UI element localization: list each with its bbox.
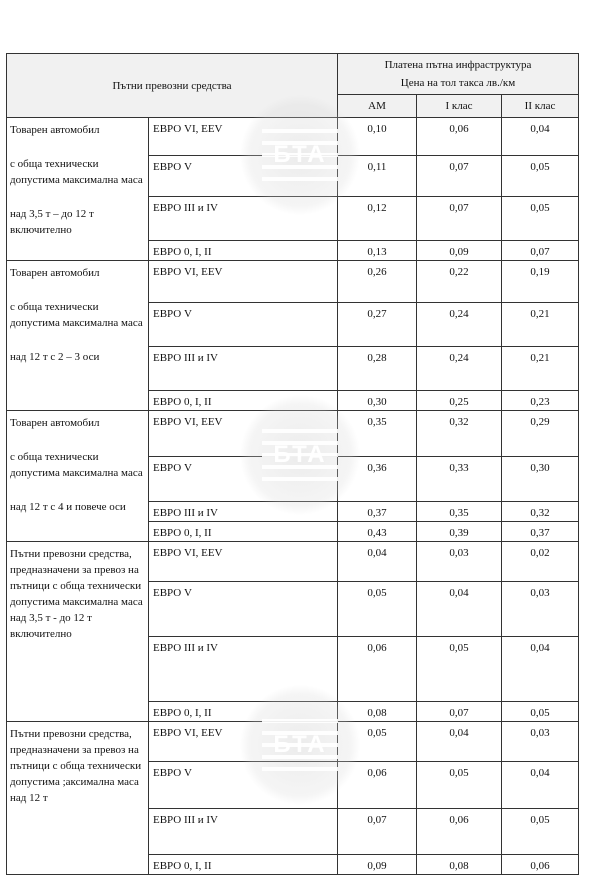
price-am-cell: 0,10 <box>338 118 417 156</box>
vehicle-category-text <box>10 481 146 499</box>
euro-class-cell: ЕВРО VI, EEV <box>149 542 338 582</box>
vehicle-category-text: с обща технически допустима максимална маса <box>10 451 143 479</box>
table-row <box>7 542 579 582</box>
vehicle-category-text: Товарен автомобил <box>10 267 100 279</box>
vehicle-category-cell <box>7 261 149 411</box>
table-row <box>7 261 579 303</box>
euro-class-cell: ЕВРО 0, I, II <box>149 855 338 875</box>
vehicle-category-text: с обща технически допустима максимална маса <box>10 158 143 186</box>
vehicle-category-text: Пътни превозни средства, предназначени за превоз на пътници с обща технически допустима ;аксимална маса над 12 т <box>10 728 142 804</box>
price-class1-cell: 0,03 <box>417 542 502 582</box>
price-class1-cell: 0,06 <box>417 809 502 855</box>
vehicle-category-text: Пътни превозни средства, предназначени за превоз на пътници с обща технически допустима максимална маса над 3,5 т - до 12 т включително <box>10 548 143 640</box>
toll-table-document <box>6 53 578 875</box>
price-am-cell: 0,26 <box>338 261 417 303</box>
vehicle-category-text <box>10 431 146 449</box>
price-class2-cell: 0,04 <box>502 637 579 702</box>
price-class1-cell: 0,24 <box>417 347 502 391</box>
table-body <box>7 118 579 875</box>
price-am-cell: 0,06 <box>338 637 417 702</box>
euro-class-cell: ЕВРО VI, EEV <box>149 411 338 457</box>
price-class1-cell: 0,07 <box>417 156 502 197</box>
euro-class-cell: ЕВРО V <box>149 457 338 502</box>
euro-class-cell: ЕВРО 0, I, II <box>149 702 338 722</box>
price-class1-cell: 0,07 <box>417 197 502 241</box>
price-class2-cell: 0,04 <box>502 118 579 156</box>
euro-class-cell: ЕВРО III и IV <box>149 637 338 702</box>
price-class1-cell: 0,04 <box>417 582 502 637</box>
price-class2-cell: 0,04 <box>502 762 579 809</box>
vehicle-category-text: над 12 т с 4 и повече оси <box>10 501 126 513</box>
euro-class-cell: ЕВРО VI, EEV <box>149 722 338 762</box>
header-toll-price: Цена на тол такса лв./км <box>400 77 516 89</box>
euro-class-cell: ЕВРО III и IV <box>149 502 338 522</box>
price-class1-cell: 0,22 <box>417 261 502 303</box>
price-class1-cell: 0,09 <box>417 241 502 261</box>
header-col-class1: I клас <box>417 95 502 118</box>
price-am-cell: 0,28 <box>338 347 417 391</box>
price-class1-cell: 0,06 <box>417 118 502 156</box>
price-class1-cell: 0,04 <box>417 722 502 762</box>
price-am-cell: 0,37 <box>338 502 417 522</box>
price-class2-cell: 0,06 <box>502 855 579 875</box>
price-class1-cell: 0,33 <box>417 457 502 502</box>
euro-class-cell: ЕВРО III и IV <box>149 347 338 391</box>
euro-class-cell: ЕВРО V <box>149 582 338 637</box>
vehicle-category-text <box>10 138 146 156</box>
price-am-cell: 0,06 <box>338 762 417 809</box>
price-am-cell: 0,13 <box>338 241 417 261</box>
vehicle-category-cell <box>7 722 149 875</box>
price-am-cell: 0,36 <box>338 457 417 502</box>
price-class2-cell: 0,05 <box>502 156 579 197</box>
toll-price-table <box>6 53 579 875</box>
euro-class-cell: ЕВРО III и IV <box>149 197 338 241</box>
vehicle-category-text <box>10 188 146 206</box>
price-am-cell: 0,09 <box>338 855 417 875</box>
price-class2-cell: 0,02 <box>502 542 579 582</box>
euro-class-cell: ЕВРО 0, I, II <box>149 391 338 411</box>
header-infrastructure <box>338 54 579 95</box>
price-class2-cell: 0,32 <box>502 502 579 522</box>
price-class1-cell: 0,07 <box>417 702 502 722</box>
price-am-cell: 0,07 <box>338 809 417 855</box>
header-col-class2: II клас <box>502 95 579 118</box>
price-class1-cell: 0,05 <box>417 762 502 809</box>
header-col-am: АМ <box>338 95 417 118</box>
euro-class-cell: ЕВРО V <box>149 156 338 197</box>
euro-class-cell: ЕВРО 0, I, II <box>149 241 338 261</box>
price-am-cell: 0,12 <box>338 197 417 241</box>
euro-class-cell: ЕВРО VI, EEV <box>149 118 338 156</box>
price-class2-cell: 0,37 <box>502 522 579 542</box>
vehicle-category-text: над 3,5 т – до 12 т включително <box>10 208 94 236</box>
price-class1-cell: 0,35 <box>417 502 502 522</box>
price-class2-cell: 0,07 <box>502 241 579 261</box>
vehicle-category-cell <box>7 118 149 261</box>
price-am-cell: 0,05 <box>338 582 417 637</box>
price-class1-cell: 0,25 <box>417 391 502 411</box>
vehicle-category-text: с обща технически допустима максимална маса <box>10 301 143 329</box>
price-class2-cell: 0,03 <box>502 722 579 762</box>
watermark-logo-icon: БТА <box>240 685 360 805</box>
table-row <box>7 118 579 156</box>
price-am-cell: 0,08 <box>338 702 417 722</box>
euro-class-cell: ЕВРО III и IV <box>149 809 338 855</box>
price-class1-cell: 0,32 <box>417 411 502 457</box>
price-class1-cell: 0,24 <box>417 303 502 347</box>
price-class2-cell: 0,05 <box>502 809 579 855</box>
watermark-logo-icon: БТА <box>240 95 360 215</box>
table-row <box>7 411 579 457</box>
price-am-cell: 0,30 <box>338 391 417 411</box>
euro-class-cell: ЕВРО V <box>149 762 338 809</box>
price-am-cell: 0,04 <box>338 542 417 582</box>
price-class2-cell: 0,23 <box>502 391 579 411</box>
price-class2-cell: 0,05 <box>502 197 579 241</box>
euro-class-cell: ЕВРО VI, EEV <box>149 261 338 303</box>
price-class2-cell: 0,05 <box>502 702 579 722</box>
price-am-cell: 0,05 <box>338 722 417 762</box>
euro-class-cell: ЕВРО V <box>149 303 338 347</box>
price-class1-cell: 0,05 <box>417 637 502 702</box>
vehicle-category-text: Товарен автомобил <box>10 124 100 136</box>
vehicle-category-cell <box>7 411 149 542</box>
price-am-cell: 0,43 <box>338 522 417 542</box>
vehicle-category-text: над 12 т с 2 – 3 оси <box>10 351 100 363</box>
vehicle-category-text: Товарен автомобил <box>10 417 100 429</box>
euro-class-cell: ЕВРО 0, I, II <box>149 522 338 542</box>
watermark-logo-icon: БТА <box>240 395 360 515</box>
price-class1-cell: 0,08 <box>417 855 502 875</box>
price-class1-cell: 0,39 <box>417 522 502 542</box>
price-class2-cell: 0,19 <box>502 261 579 303</box>
vehicle-category-text <box>10 331 146 349</box>
price-am-cell: 0,27 <box>338 303 417 347</box>
price-class2-cell: 0,03 <box>502 582 579 637</box>
header-infrastructure-title: Платена пътна инфраструктура <box>384 59 532 71</box>
price-class2-cell: 0,21 <box>502 303 579 347</box>
vehicle-category-cell <box>7 542 149 722</box>
table-row <box>7 722 579 762</box>
price-class2-cell: 0,29 <box>502 411 579 457</box>
price-class2-cell: 0,21 <box>502 347 579 391</box>
vehicle-category-text <box>10 281 146 299</box>
price-am-cell: 0,35 <box>338 411 417 457</box>
price-am-cell: 0,11 <box>338 156 417 197</box>
header-vehicles: Пътни превозни средства <box>7 54 338 118</box>
price-class2-cell: 0,30 <box>502 457 579 502</box>
